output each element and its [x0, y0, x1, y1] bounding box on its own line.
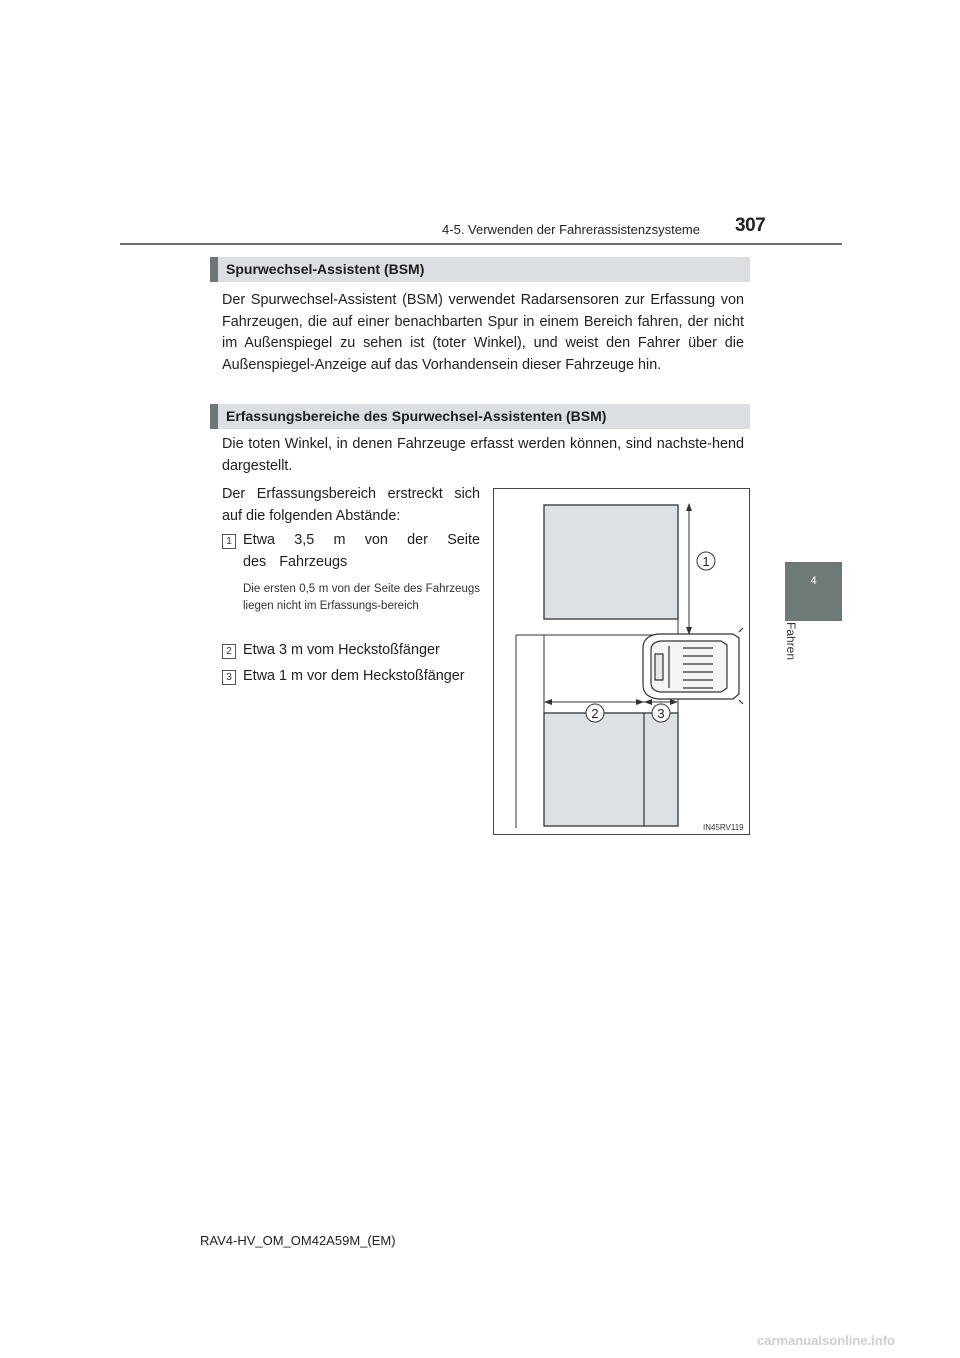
item-note-1: Die ersten 0,5 m von der Seite des Fahrzeugs liegen nicht im Erfassungs-bereich [243, 583, 480, 612]
chapter-label: Fahren [784, 622, 798, 661]
figure-code: IN45RV119 [703, 823, 744, 832]
header-divider [120, 243, 842, 245]
section-heading-detection-areas: Erfassungsbereiche des Spurwechsel-Assistenten (BSM) [210, 404, 750, 429]
item-text-3: Etwa 1 m vor dem Heckstoßfänger [243, 668, 465, 684]
upper-detection-zone [544, 505, 678, 619]
item-text-1: Etwa 3,5 m von der Seite des Fahrzeugs [243, 532, 480, 570]
callout-1 [697, 552, 715, 570]
section-title: 4-5. Verwenden der Fahrerassistenzsysteme [442, 222, 700, 237]
car-top-view [643, 628, 743, 704]
bsm-description: Der Spurwechsel-Assistent (BSM) verwendet Radarsensoren zur Erfassung von Fahrzeugen, die auf einer benachbarten Spur in einem Bereich fahren, der nicht im Außenspiegel zu sehen ist (toter Winkel), und weist den Fahrer über die Außenspiegel-Anzeige auf das Vorhandensein dieser Fahrzeuge hin. [222, 292, 744, 373]
svg-text:2: 2 [591, 706, 599, 721]
document-id: RAV4-HV_OM_OM42A59M_(EM) [200, 1233, 396, 1248]
item-number-3: 3 [222, 670, 236, 685]
svg-text:3: 3 [657, 706, 665, 721]
chapter-number: 4 [810, 575, 817, 587]
callout-2 [586, 704, 604, 722]
svg-text:1: 1 [702, 554, 710, 569]
item-text-2: Etwa 3 m vom Heckstoßfänger [243, 642, 440, 658]
chapter-tab[interactable] [785, 562, 842, 621]
watermark: carmanualsonline.info [757, 1333, 895, 1348]
item-number-1: 1 [222, 534, 236, 549]
page-number: 307 [735, 215, 766, 236]
item-number-2: 2 [222, 644, 236, 659]
detection-area-figure [493, 488, 750, 835]
callout-3 [652, 704, 670, 722]
lower-detection-zone [544, 713, 678, 826]
section-heading-bsm: Spurwechsel-Assistent (BSM) [210, 257, 750, 282]
detection-intro: Die toten Winkel, in denen Fahrzeuge erfasst werden können, sind nachste-hend dargestellt. [222, 436, 744, 474]
range-intro: Der Erfassungsbereich erstreckt sich auf die folgenden Abstände: [222, 486, 480, 524]
